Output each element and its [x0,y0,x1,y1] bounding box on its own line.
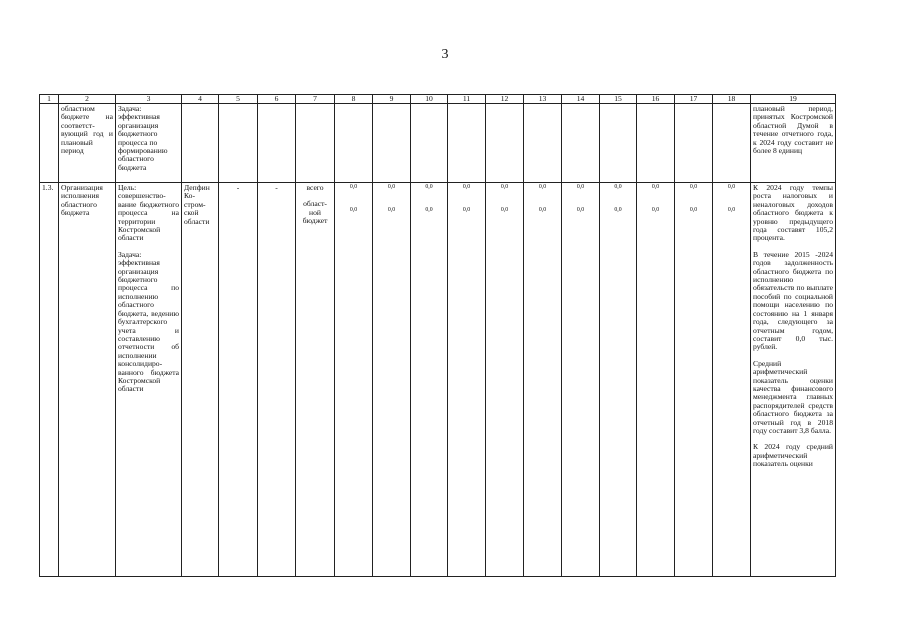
event-name: Организация исполнения областного бюджета [59,183,116,577]
table-cell [411,104,448,183]
value-total: 0,0 [576,184,585,190]
table-cell [486,104,524,183]
header-cell: 7 [296,95,335,104]
value-cell [486,183,524,577]
indicator-paragraph: К 2024 году темпы роста налоговых и неналоговых доходов областного бюджета к уровню предыдущего года составят 105,2 процента. [753,183,833,243]
table-row-continuation [40,104,836,183]
header-cell: 10 [411,95,448,104]
period-end-cell: - [258,183,296,577]
table-cell [713,104,751,183]
table-cell [600,104,637,183]
header-cell: 18 [713,95,751,104]
value-regional: 0,0 [576,207,585,213]
table-cell [373,104,411,183]
value-total: 0,0 [614,184,622,190]
header-cell: 5 [219,95,258,104]
value-total: 0,0 [500,184,509,190]
executor-cell: Депфин Ко-стром-ской области [182,183,219,577]
value-cell [411,183,448,577]
table-cell [524,104,562,183]
table-cell [562,104,600,183]
table-cell [219,104,258,183]
table-cell [637,104,675,183]
indicator-paragraph: К 2024 году средний арифметический показатель оценки [753,442,833,469]
value-regional: 0,0 [500,207,509,213]
value-cell [448,183,486,577]
table-cell: Задача: эффективная организация бюджетного процесса по формированию областного бюджета [116,104,182,183]
row-number: 1.3. [40,183,59,577]
value-regional: 0,0 [349,207,358,213]
goal-task-cell [116,183,182,577]
period-start-cell: - [219,183,258,577]
value-regional: 0,0 [689,207,698,213]
program-table [39,94,836,577]
header-row [40,95,836,104]
value-cell [335,183,373,577]
header-cell: 13 [524,95,562,104]
table-cell [448,104,486,183]
table-cell: областном бюджете на соответст-вующий год и плановый период [59,104,116,183]
value-cell [600,183,637,577]
header-cell: 15 [600,95,637,104]
value-regional: 0,0 [727,207,736,213]
table-cell [335,104,373,183]
value-total: 0,0 [651,184,660,190]
value-total: 0,0 [425,184,433,190]
table-cell [675,104,713,183]
header-cell: 19 [751,95,836,104]
value-total: 0,0 [727,184,736,190]
value-regional: 0,0 [538,207,547,213]
indicator-paragraph: В течение 2015 -2024 годов задолженность областного бюджета по исполнению обязательств по выплате пособий по социальной помощи населению по состоянию на 1 января года, следующего за отчетным годом, составит 0,0 тыс. рублей. [753,249,833,352]
page-number: 3 [441,47,449,62]
table-cell [182,104,219,183]
value-total: 0,0 [462,184,471,190]
funding-source-cell [296,183,335,577]
value-regional: 0,0 [651,207,660,213]
header-cell: 12 [486,95,524,104]
header-cell: 14 [562,95,600,104]
value-cell [373,183,411,577]
table-cell [296,104,335,183]
table-cell: плановый период, принятых Костромской областной Думой в течение отчетного года, к 2024 году составит не более 8 единиц [751,104,836,183]
value-cell [713,183,751,577]
header-cell: 17 [675,95,713,104]
value-total: 0,0 [689,184,698,190]
value-cell [524,183,562,577]
header-cell: 2 [59,95,116,104]
table-cell [258,104,296,183]
value-regional: 0,0 [462,207,471,213]
table-cell [40,104,59,183]
header-cell: 1 [40,95,59,104]
value-total: 0,0 [387,184,396,190]
table-row-1-3 [40,183,836,577]
header-cell: 3 [116,95,182,104]
header-cell: 4 [182,95,219,104]
indicators-cell [751,183,836,577]
header-cell: 9 [373,95,411,104]
value-cell [675,183,713,577]
indicator-paragraph: Средний арифметический показатель оценки качества финансового менеджмента главных распорядителей средств областного бюджета за отчетный год в 2018 году составит 3,8 балла. [753,358,833,435]
header-cell: 6 [258,95,296,104]
value-regional: 0,0 [387,207,396,213]
goal-text: Цель: совершенство-вание бюджетного процесса на территории Костромской области [118,183,179,243]
header-cell: 8 [335,95,373,104]
header-cell: 16 [637,95,675,104]
value-total: 0,0 [538,184,547,190]
task-text: Задача: эффективная организация бюджетного процесса по исполнению областного бюджета, ведению бухгалтерского учета и составлению отчетности об исполнении консолидиро-ванного бюджета Костромской области [118,249,179,394]
value-cell [562,183,600,577]
funding-regional: област-ной бюджет [302,199,328,226]
value-regional: 0,0 [614,207,622,213]
value-cell [637,183,675,577]
value-total: 0,0 [349,184,358,190]
funding-total: всего [306,183,324,192]
value-regional: 0,0 [425,207,433,213]
header-cell: 11 [448,95,486,104]
